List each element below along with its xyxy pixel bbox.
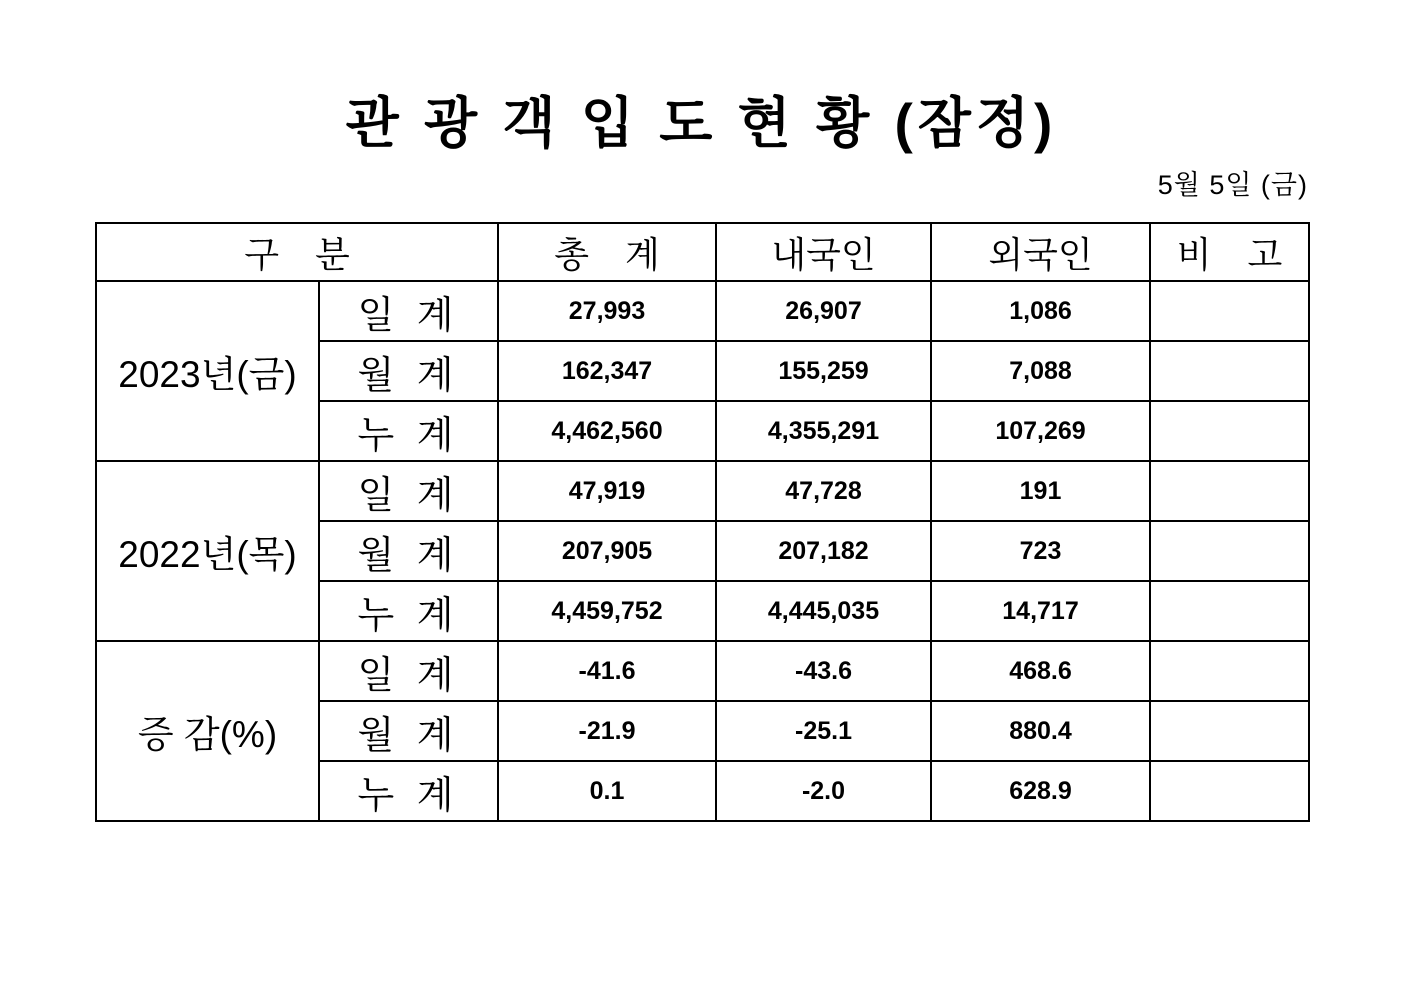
value-foreign: 1,086: [931, 281, 1150, 341]
remarks-cell: [1150, 641, 1309, 701]
value-foreign: 880.4: [931, 701, 1150, 761]
value-foreign: 14,717: [931, 581, 1150, 641]
value-domestic: -43.6: [716, 641, 931, 701]
value-total: 207,905: [498, 521, 716, 581]
group-label-2022: 2022년(목): [96, 461, 319, 641]
remarks-cell: [1150, 281, 1309, 341]
value-total: 162,347: [498, 341, 716, 401]
report-body: [95, 163, 1308, 822]
report-date: 5월 5일 (금): [1157, 170, 1308, 201]
value-foreign: 7,088: [931, 341, 1150, 401]
value-total: 0.1: [498, 761, 716, 821]
group-label-change: 증 감(%): [96, 641, 319, 821]
header-category: 구 분: [96, 223, 498, 281]
value-total: 4,459,752: [498, 581, 716, 641]
remarks-cell: [1150, 341, 1309, 401]
row-label-daily: 일 계: [319, 461, 498, 521]
value-domestic: 4,445,035: [716, 581, 931, 641]
value-total: 27,993: [498, 281, 716, 341]
header-total: 총 계: [498, 223, 716, 281]
header-foreign: 외국인: [931, 223, 1150, 281]
table-row: [96, 461, 1309, 521]
header-domestic: 내국인: [716, 223, 931, 281]
value-foreign: 191: [931, 461, 1150, 521]
remarks-cell: [1150, 581, 1309, 641]
value-domestic: 4,355,291: [716, 401, 931, 461]
value-domestic: 26,907: [716, 281, 931, 341]
table-row: [96, 641, 1309, 701]
remarks-cell: [1150, 521, 1309, 581]
row-label-cumulative: 누 계: [319, 581, 498, 641]
header-row: [96, 223, 1309, 281]
remarks-cell: [1150, 761, 1309, 821]
value-total: 47,919: [498, 461, 716, 521]
value-total: -21.9: [498, 701, 716, 761]
row-label-monthly: 월 계: [319, 521, 498, 581]
remarks-cell: [1150, 701, 1309, 761]
row-label-monthly: 월 계: [319, 701, 498, 761]
value-total: -41.6: [498, 641, 716, 701]
group-label-2023: 2023년(금): [96, 281, 319, 461]
row-label-cumulative: 누 계: [319, 761, 498, 821]
value-domestic: 47,728: [716, 461, 931, 521]
value-total: 4,462,560: [498, 401, 716, 461]
row-label-daily: 일 계: [319, 281, 498, 341]
value-domestic: 155,259: [716, 341, 931, 401]
row-label-daily: 일 계: [319, 641, 498, 701]
row-label-cumulative: 누 계: [319, 401, 498, 461]
row-label-monthly: 월 계: [319, 341, 498, 401]
table-row: [96, 281, 1309, 341]
value-domestic: -2.0: [716, 761, 931, 821]
remarks-cell: [1150, 461, 1309, 521]
header-remarks: 비 고: [1150, 223, 1309, 281]
value-foreign: 723: [931, 521, 1150, 581]
page-title: 관 광 객 입 도 현 황 (잠정): [345, 92, 1058, 154]
value-foreign: 468.6: [931, 641, 1150, 701]
tourist-arrivals-table: [95, 222, 1310, 822]
value-domestic: -25.1: [716, 701, 931, 761]
value-foreign: 628.9: [931, 761, 1150, 821]
remarks-cell: [1150, 401, 1309, 461]
value-domestic: 207,182: [716, 521, 931, 581]
value-foreign: 107,269: [931, 401, 1150, 461]
